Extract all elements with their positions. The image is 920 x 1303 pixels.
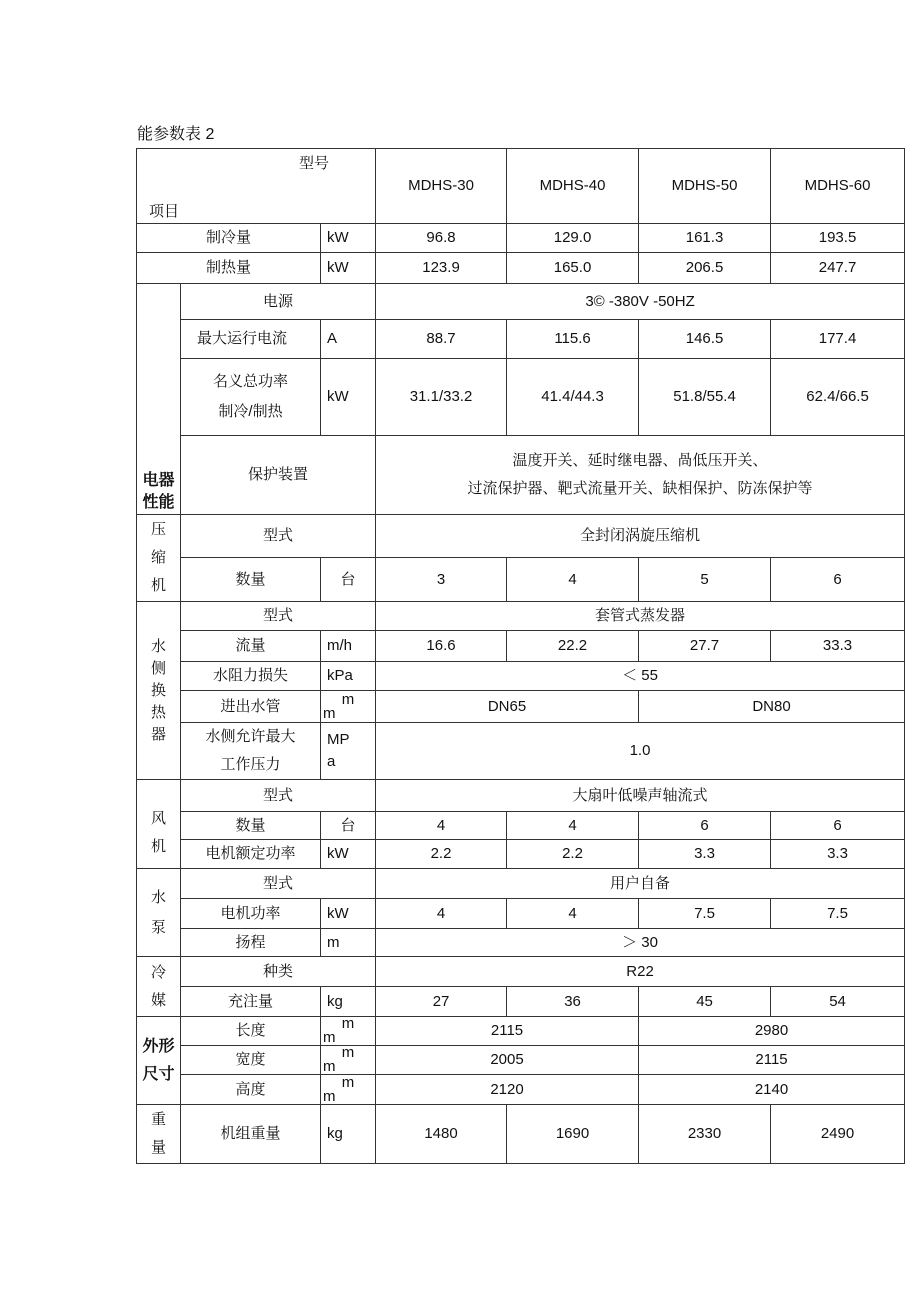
header-diagonal-cell (137, 149, 376, 224)
cooling-label: 制冷量 (137, 224, 321, 253)
cooling-unit: kW (321, 224, 376, 253)
length-unit: m m (321, 1017, 376, 1046)
item-label: 项目 (149, 203, 180, 220)
weight-value-3: 2330 (639, 1105, 771, 1164)
max-pressure-value: 1.0 (376, 723, 905, 780)
max-current-value-4: 177.4 (771, 320, 905, 359)
pipe-label: 进出水管 (181, 691, 321, 723)
fan-count-label: 数量 (181, 812, 321, 840)
fan-count-3: 6 (639, 812, 771, 840)
length-value-1: 2115 (376, 1017, 639, 1046)
fan-count-4: 6 (771, 812, 905, 840)
fan-type-label: 型式 (181, 780, 376, 812)
cooling-value-2: 129.0 (507, 224, 639, 253)
fan-power-4: 3.3 (771, 840, 905, 869)
flow-row (137, 631, 905, 662)
pipe-value-2: DN80 (639, 691, 905, 723)
heating-value-2: 165.0 (507, 253, 639, 284)
cooling-row (137, 224, 905, 253)
height-label: 高度 (181, 1075, 321, 1105)
height-value-1: 2120 (376, 1075, 639, 1105)
total-power-value-3: 51.8/55.4 (639, 358, 771, 435)
pump-head-label: 扬程 (181, 929, 321, 957)
fan-power-row (137, 840, 905, 869)
flow-unit: m/h (321, 631, 376, 662)
width-value-1: 2005 (376, 1046, 639, 1075)
refrigerant-type-label: 种类 (181, 957, 376, 987)
pump-power-label: 电机功率 (181, 899, 321, 929)
compressor-count-1: 3 (376, 558, 507, 602)
total-power-unit: kW (321, 358, 376, 435)
width-label: 宽度 (181, 1046, 321, 1075)
flow-label: 流量 (181, 631, 321, 662)
heating-unit: kW (321, 253, 376, 284)
model-4: MDHS-60 (771, 149, 905, 224)
header-row (137, 149, 905, 224)
total-power-row (137, 358, 905, 435)
fan-type-row (137, 780, 905, 812)
resistance-value: ＜ 55 (376, 662, 905, 691)
max-pressure-row (137, 723, 905, 780)
power-supply-row (137, 284, 905, 320)
protection-label: 保护装置 (181, 436, 376, 515)
height-row (137, 1075, 905, 1105)
weight-label: 机组重量 (181, 1105, 321, 1164)
width-unit: m m (321, 1046, 376, 1075)
max-current-value-3: 146.5 (639, 320, 771, 359)
pump-power-unit: kW (321, 899, 376, 929)
height-value-2: 2140 (639, 1075, 905, 1105)
pump-category: 水 泵 (137, 869, 181, 957)
resistance-row (137, 662, 905, 691)
model-label: 型号 (299, 155, 330, 172)
resistance-label: 水阻力损失 (181, 662, 321, 691)
refrigerant-charge-2: 36 (507, 987, 639, 1017)
power-supply-label: 电源 (181, 284, 376, 320)
total-power-value-2: 41.4/44.3 (507, 358, 639, 435)
pump-power-row (137, 899, 905, 929)
refrigerant-charge-unit: kg (321, 987, 376, 1017)
fan-power-label: 电机额定功率 (181, 840, 321, 869)
heating-value-3: 206.5 (639, 253, 771, 284)
pump-power-2: 4 (507, 899, 639, 929)
max-pressure-unit: MP a (321, 723, 376, 780)
fan-count-1: 4 (376, 812, 507, 840)
electrical-category: 电器 性能 (137, 284, 181, 515)
document-title: 能参数表 2 (137, 126, 215, 143)
total-power-value-4: 62.4/66.5 (771, 358, 905, 435)
compressor-count-row (137, 558, 905, 602)
flow-value-2: 22.2 (507, 631, 639, 662)
heating-value-4: 247.7 (771, 253, 905, 284)
compressor-count-3: 5 (639, 558, 771, 602)
weight-category: 重 量 (137, 1105, 181, 1164)
flow-value-3: 27.7 (639, 631, 771, 662)
compressor-category: 压 缩 机 (137, 515, 181, 602)
refrigerant-charge-3: 45 (639, 987, 771, 1017)
cooling-value-1: 96.8 (376, 224, 507, 253)
resistance-unit: kPa (321, 662, 376, 691)
heating-value-1: 123.9 (376, 253, 507, 284)
pipe-value-1: DN65 (376, 691, 639, 723)
spec-table (136, 148, 905, 1164)
refrigerant-charge-4: 54 (771, 987, 905, 1017)
fan-count-unit: 台 (321, 812, 376, 840)
protection-value: 温度开关、延时继电器、咼低压开关、 过流保护器、靶式流量开关、缺相保护、防冻保护等 (376, 436, 905, 515)
refrigerant-category: 冷 媒 (137, 957, 181, 1017)
exchanger-type-value: 套管式蒸发器 (376, 602, 905, 631)
pump-power-3: 7.5 (639, 899, 771, 929)
max-current-row (137, 320, 905, 359)
heating-row (137, 253, 905, 284)
model-2: MDHS-40 (507, 149, 639, 224)
max-pressure-label: 水侧允许最大 工作压力 (181, 723, 321, 780)
pipe-unit: m m (321, 691, 376, 723)
model-1: MDHS-30 (376, 149, 507, 224)
weight-value-4: 2490 (771, 1105, 905, 1164)
compressor-type-value: 全封闭涡旋压缩机 (376, 515, 905, 558)
fan-type-value: 大扇叶低噪声轴流式 (376, 780, 905, 812)
pump-type-row (137, 869, 905, 899)
refrigerant-charge-label: 充注量 (181, 987, 321, 1017)
fan-count-row (137, 812, 905, 840)
power-supply-value: 3© -380V -50HZ (376, 284, 905, 320)
width-value-2: 2115 (639, 1046, 905, 1075)
flow-value-1: 16.6 (376, 631, 507, 662)
weight-value-2: 1690 (507, 1105, 639, 1164)
max-current-unit: A (321, 320, 376, 359)
protection-row (137, 436, 905, 515)
compressor-type-label: 型式 (181, 515, 376, 558)
weight-value-1: 1480 (376, 1105, 507, 1164)
pump-head-value: ＞ 30 (376, 929, 905, 957)
max-current-label: 最大运行电流 (181, 320, 321, 359)
compressor-count-2: 4 (507, 558, 639, 602)
pump-head-row (137, 929, 905, 957)
pump-power-1: 4 (376, 899, 507, 929)
max-current-value-1: 88.7 (376, 320, 507, 359)
flow-value-4: 33.3 (771, 631, 905, 662)
compressor-type-row (137, 515, 905, 558)
total-power-value-1: 31.1/33.2 (376, 358, 507, 435)
refrigerant-type-value: R22 (376, 957, 905, 987)
dimensions-category: 外形 尺寸 (137, 1017, 181, 1105)
pump-power-4: 7.5 (771, 899, 905, 929)
pump-head-unit: m (321, 929, 376, 957)
heating-label: 制热量 (137, 253, 321, 284)
weight-row (137, 1105, 905, 1164)
fan-power-1: 2.2 (376, 840, 507, 869)
length-label: 长度 (181, 1017, 321, 1046)
max-current-value-2: 115.6 (507, 320, 639, 359)
fan-power-2: 2.2 (507, 840, 639, 869)
fan-power-3: 3.3 (639, 840, 771, 869)
width-row (137, 1046, 905, 1075)
fan-category: 风 机 (137, 780, 181, 869)
pump-type-label: 型式 (181, 869, 376, 899)
exchanger-type-label: 型式 (181, 602, 376, 631)
compressor-count-label: 数量 (181, 558, 321, 602)
cooling-value-3: 161.3 (639, 224, 771, 253)
exchanger-category: 水 侧 换 热 器 (137, 602, 181, 780)
refrigerant-type-row (137, 957, 905, 987)
height-unit: m m (321, 1075, 376, 1105)
length-row (137, 1017, 905, 1046)
length-value-2: 2980 (639, 1017, 905, 1046)
compressor-count-4: 6 (771, 558, 905, 602)
pump-type-value: 用户自备 (376, 869, 905, 899)
refrigerant-charge-row (137, 987, 905, 1017)
compressor-count-unit: 台 (321, 558, 376, 602)
fan-power-unit: kW (321, 840, 376, 869)
weight-unit: kg (321, 1105, 376, 1164)
total-power-label: 名义总功率 制冷/制热 (181, 358, 321, 435)
pipe-row (137, 691, 905, 723)
exchanger-type-row (137, 602, 905, 631)
refrigerant-charge-1: 27 (376, 987, 507, 1017)
cooling-value-4: 193.5 (771, 224, 905, 253)
model-3: MDHS-50 (639, 149, 771, 224)
fan-count-2: 4 (507, 812, 639, 840)
